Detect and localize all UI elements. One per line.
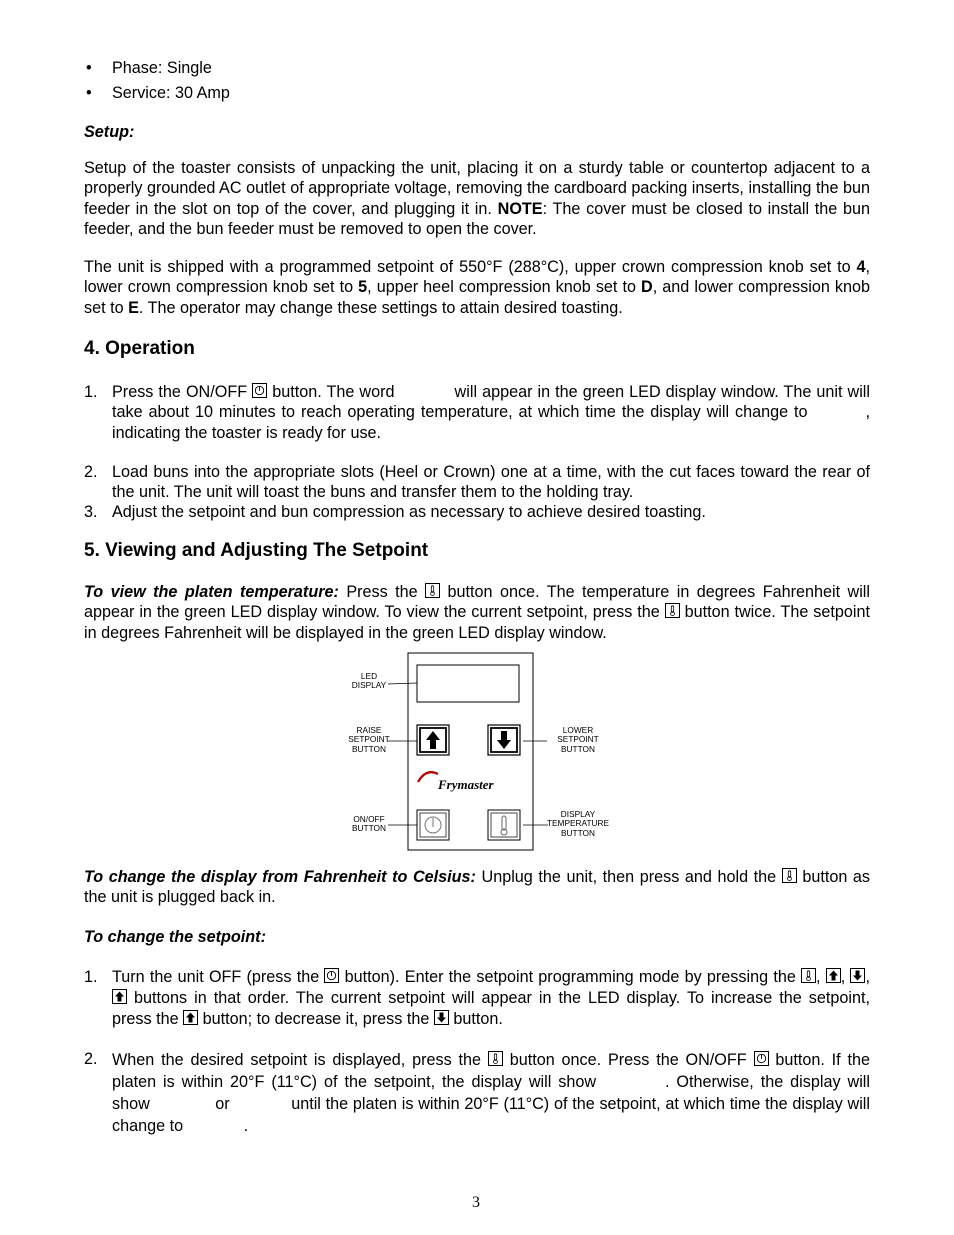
change-setpoint-heading: To change the setpoint: bbox=[84, 928, 266, 946]
down-arrow-icon bbox=[850, 968, 865, 983]
celsius-paragraph: To change the display from Fahrenheit to Celsius: Unplug the unit, then press and hold the button as the unit is plugged back in. bbox=[84, 868, 871, 907]
thermometer-icon bbox=[801, 968, 816, 983]
up-arrow-icon bbox=[183, 1010, 198, 1025]
change-setpoint-step-2: When the desired setpoint is displayed, press the button once. Press the ON/OFF button. If the platen is within 20°F (11°C) of the setpoint, the display will show . Otherwise, the display will show or until the platen is within 20°F (11°C) of the setpoint, at which time the display will change to . bbox=[112, 1051, 870, 1135]
thermometer-icon bbox=[782, 868, 797, 883]
onoff-button-label: ON/OFF BUTTON bbox=[352, 814, 386, 834]
display-temperature-label: DISPLAY TEMPERATURE BUTTON bbox=[546, 809, 610, 838]
step-number: 3. bbox=[84, 503, 98, 521]
page-number: 3 bbox=[472, 1194, 480, 1211]
thermometer-icon bbox=[488, 1051, 503, 1066]
power-icon bbox=[324, 968, 339, 983]
setup-paragraph-1: Setup of the toaster consists of unpacking the unit, placing it on a sturdy table or countertop adjacent to a properly grounded AC outlet of appropriate voltage, removing the cardboard packing inserts, installing the bun feeder in the slot on top of the cover, and plugging it in. NOTE: The cover must be closed to install the bun feeder, and the bun feeder must be removed to open the cover. bbox=[84, 159, 870, 238]
view-temperature-paragraph: To view the platen temperature: Press the button once. The temperature in degrees Fahrenheit will appear in the green LED display window. To view the current setpoint, press the button twice. The setpoint in degrees Fahrenheit will be displayed in the green LED display window. bbox=[84, 583, 871, 642]
power-icon bbox=[252, 383, 267, 398]
operation-step-3: Adjust the setpoint and bun compression as necessary to achieve desired toasting. bbox=[112, 503, 706, 521]
power-icon bbox=[754, 1051, 769, 1066]
operation-step-2: Load buns into the appropriate slots (Heel or Crown) one at a time, with the cut faces toward the rear of the unit. The unit will toast the buns and transfer them to the holding tray. bbox=[112, 463, 870, 502]
setup-heading: Setup: bbox=[84, 123, 135, 141]
operation-step-1: Press the ON/OFF button. The word will appear in the green LED display window. The unit will take about 10 minutes to reach operating temperature, at which time the display will change to , indicating the toaster is ready for use. bbox=[112, 383, 870, 442]
thermometer-icon bbox=[425, 583, 440, 598]
spec-phase: Phase: Single bbox=[112, 59, 212, 77]
bullet: • bbox=[86, 59, 92, 77]
up-arrow-icon bbox=[112, 989, 127, 1004]
change-setpoint-step-1: Turn the unit OFF (press the button). Enter the setpoint programming mode by pressing the , , , buttons in that order. The current setpoint will appear in the LED display. To increase the setpoint, press the button; to decrease it, press the button. bbox=[112, 968, 870, 1028]
section-heading-operation: 4. Operation bbox=[84, 338, 195, 359]
thermometer-icon bbox=[665, 603, 680, 618]
step-number: 1. bbox=[84, 383, 98, 401]
spec-service: Service: 30 Amp bbox=[112, 84, 230, 102]
raise-setpoint-label: RAISE SETPOINT BUTTON bbox=[348, 725, 390, 754]
control-panel-diagram bbox=[340, 650, 630, 855]
step-number: 1. bbox=[84, 968, 98, 986]
setup-paragraph-2: The unit is shipped with a programmed setpoint of 550°F (288°C), upper crown compression knob set to 4, lower crown compression knob set to 5, upper heel compression knob set to D, and lower compression knob set to E. The operator may change these settings to attain desired toasting. bbox=[84, 258, 871, 317]
bullet: • bbox=[86, 84, 92, 102]
down-arrow-icon bbox=[434, 1010, 449, 1025]
section-heading-setpoint: 5. Viewing and Adjusting The Setpoint bbox=[84, 540, 429, 561]
step-number: 2. bbox=[84, 1050, 98, 1068]
led-display-label: LED DISPLAY bbox=[351, 671, 387, 691]
lower-setpoint-label: LOWER SETPOINT BUTTON bbox=[557, 725, 599, 754]
step-number: 2. bbox=[84, 463, 98, 481]
frymaster-logo: Frymaster bbox=[438, 777, 494, 792]
up-arrow-icon bbox=[826, 968, 841, 983]
